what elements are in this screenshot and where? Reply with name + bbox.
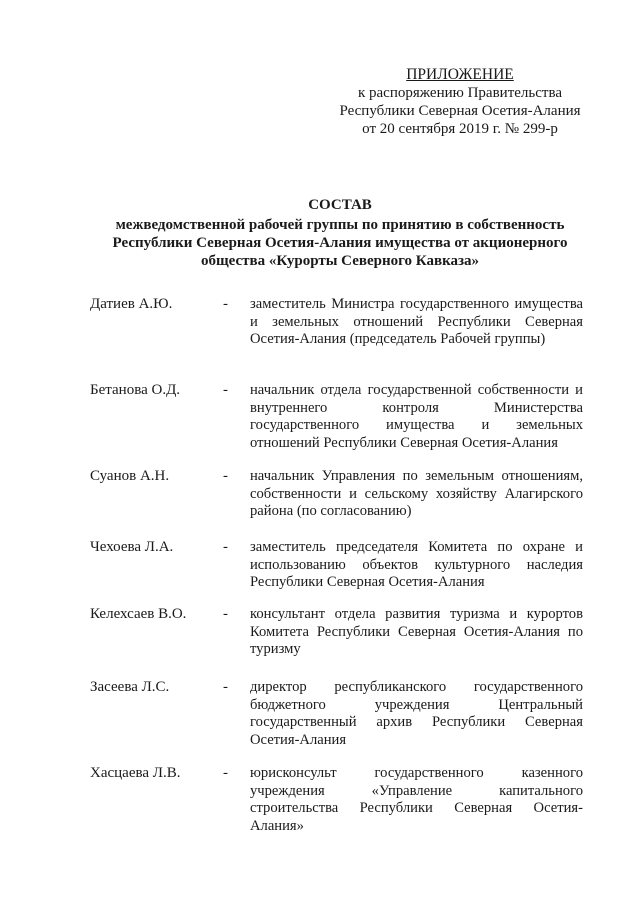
annex-line: от 20 сентября 2019 г. № 299-р xyxy=(362,121,558,137)
member-row xyxy=(90,539,590,606)
members-list xyxy=(90,296,590,851)
member-row xyxy=(90,679,590,765)
member-dash: - xyxy=(223,765,228,781)
member-name: Суанов А.Н. xyxy=(90,468,170,484)
member-dash: - xyxy=(223,468,228,484)
member-dash: - xyxy=(223,606,228,622)
member-role: начальник Управления по земельным отношениям, собственности и сельскому хозяйству Алагирского района (по согласованию) xyxy=(250,468,583,519)
member-name: Датиев А.Ю. xyxy=(90,296,173,312)
member-role: заместитель Министра государственного имущества и земельных отношений Республики Северная Осетия-Алания (председатель Рабочей группы) xyxy=(250,296,583,347)
member-role: юрисконсульт государственного казенного учреждения «Управление капитального строительства Республики Северная Осетия-Алания» xyxy=(250,765,583,834)
annex-line: к распоряжению Правительства xyxy=(357,85,562,101)
document-heading xyxy=(90,196,590,270)
member-name: Келехсаев В.О. xyxy=(90,606,187,622)
member-role: заместитель председателя Комитета по охране и использованию объектов культурного наследия Республики Северная Осетия-Алания xyxy=(250,539,583,590)
heading-line: общества «Курорты Северного Кавказа» xyxy=(200,253,480,269)
heading-line: Республики Северная Осетия-Алания имущества от акционерного xyxy=(112,235,568,251)
member-name: Засеева Л.С. xyxy=(90,679,170,695)
member-dash: - xyxy=(223,539,228,555)
annex-line: Республики Северная Осетия-Алания xyxy=(339,103,581,119)
member-role: директор республиканского государственного бюджетного учреждения Центральный государственный архив Республики Северная Осетия-Алания xyxy=(250,679,583,748)
member-role: консультант отдела развития туризма и курортов Комитета Республики Северная Осетия-Алания по туризму xyxy=(250,606,583,657)
member-row xyxy=(90,382,590,468)
member-dash: - xyxy=(223,679,228,695)
member-name: Чехоева Л.А. xyxy=(90,539,174,555)
member-dash: - xyxy=(223,382,228,398)
member-row xyxy=(90,468,590,539)
member-row xyxy=(90,765,590,851)
member-role: начальник отдела государственной собственности и внутреннего контроля Министерства государственного имущества и земельных отношений Республики Северная Осетия-Алания xyxy=(250,382,583,451)
member-row xyxy=(90,606,590,679)
heading-title: СОСТАВ xyxy=(308,197,372,213)
member-row xyxy=(90,296,590,382)
annex-block xyxy=(330,66,590,138)
member-name: Хасцаева Л.В. xyxy=(90,765,181,781)
annex-title: ПРИЛОЖЕНИЕ xyxy=(406,66,514,83)
member-dash: - xyxy=(223,296,228,312)
heading-line: межведомственной рабочей группы по принятию в собственность xyxy=(115,217,565,233)
member-name: Бетанова О.Д. xyxy=(90,382,181,398)
